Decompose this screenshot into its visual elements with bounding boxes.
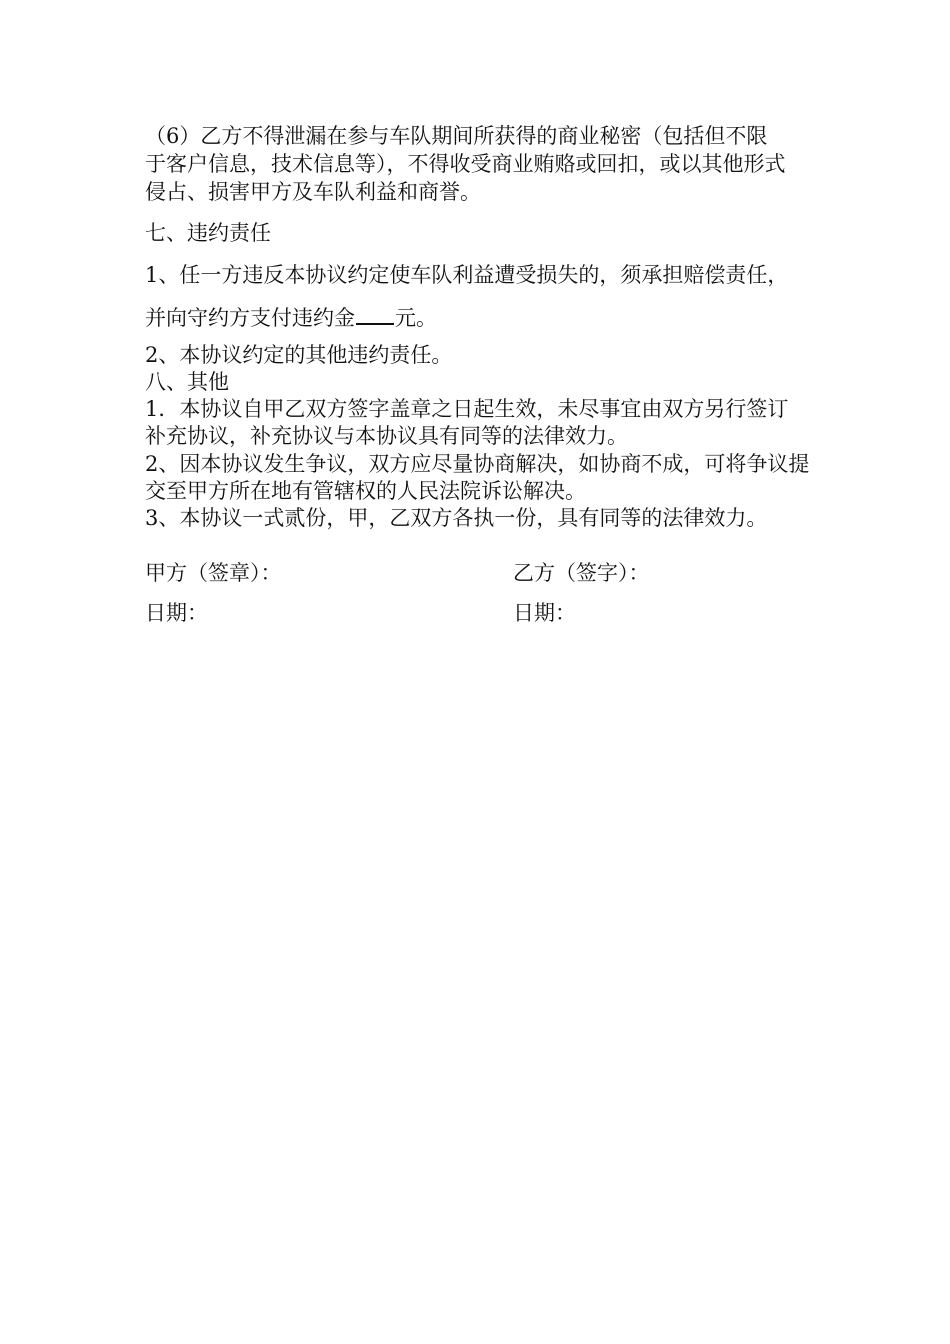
section-8-item-2-line-1: 2、因本协议发生争议，双方应尽量协商解决，如协商不成，可将争议提 [145,452,810,476]
clause-6-line-1: （6）乙方不得泄漏在参与车队期间所获得的商业秘密（包括但不限 [145,124,768,148]
section-8-item-3: 3、本协议一式贰份，甲，乙双方各执一份，具有同等的法律效力。 [145,506,768,530]
party-b-date-label: 日期： [513,601,576,625]
clause-6-line-2: 于客户信息，技术信息等），不得收受商业贿赂或回扣，或以其他形式 [145,152,786,176]
section-7-item-2: 2、本协议约定的其他违约责任。 [145,343,453,367]
party-a-signature-label: 甲方（签章）： [145,561,282,585]
section-8-heading: 八、其他 [145,370,229,394]
penalty-text-suffix: 元。 [395,306,437,330]
section-8-item-1-line-2: 补充协议，补充协议与本协议具有同等的法律效力。 [145,424,628,448]
clause-6-line-3: 侵占、损害甲方及车队利益和商誉。 [145,180,481,204]
section-7-item-1-line-2 [145,303,437,332]
party-a-date-label: 日期： [145,601,208,625]
penalty-text-prefix: 并向守约方支付违约金 [145,306,355,330]
section-8-item-1-line-1: 1．本协议自甲乙双方签字盖章之日起生效，未尽事宜由双方另行签订 [145,397,789,421]
penalty-amount-blank [356,303,394,325]
party-b-signature-label: 乙方（签字）： [513,561,650,585]
section-7-heading: 七、违约责任 [145,221,271,245]
section-8-item-2-line-2: 交至甲方所在地有管辖权的人民法院诉讼解决。 [145,479,586,503]
section-7-item-1-line-1: 1、任一方违反本协议约定使车队利益遭受损失的，须承担赔偿责任， [145,263,789,287]
